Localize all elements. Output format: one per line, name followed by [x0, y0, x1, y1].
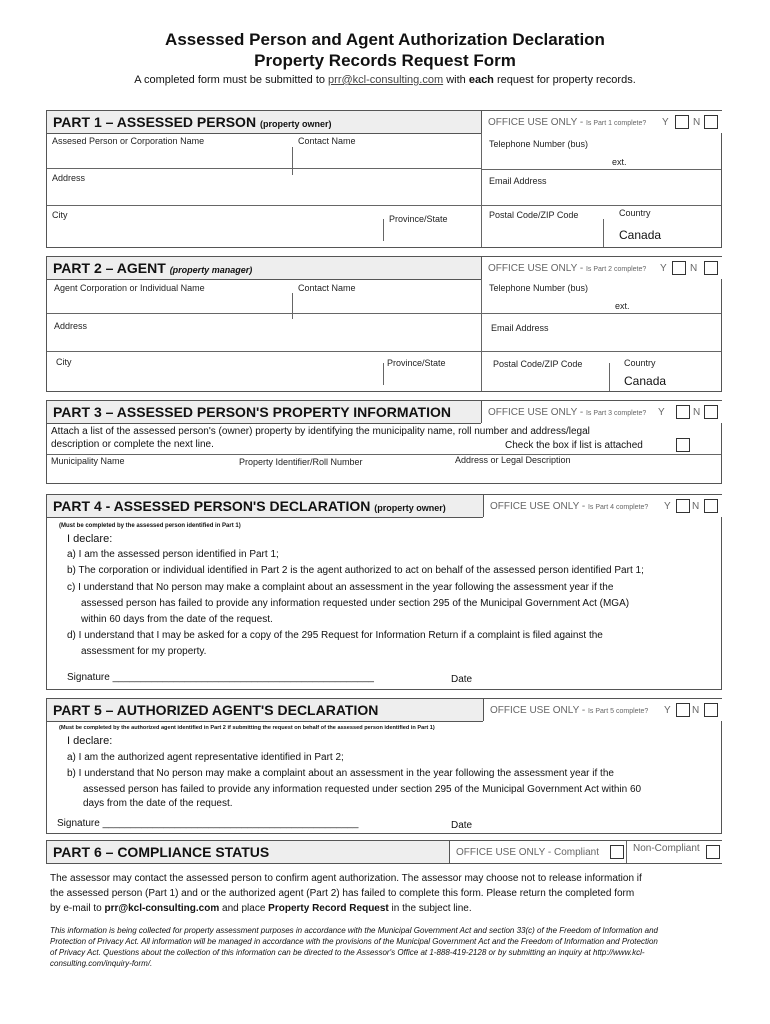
part6-title: PART 6 – COMPLIANCE STATUS	[53, 844, 270, 860]
p1-country-label: Country	[619, 208, 651, 218]
part6-section	[46, 840, 722, 864]
p1-province-label: Province/State	[389, 214, 448, 224]
p4-signature-line[interactable]: Signature _______________________________________________	[67, 672, 374, 683]
part5-office-use	[483, 699, 722, 721]
part1-yes-checkbox[interactable]	[675, 115, 689, 129]
office-note: Is Part 2 complete?	[585, 266, 647, 273]
yes-label: Y	[662, 117, 669, 128]
part5-header	[47, 699, 483, 722]
instr-prefix: A completed form must be submitted to	[134, 74, 329, 86]
instr-bold: each	[468, 74, 494, 86]
part3-section	[46, 400, 722, 484]
part2-section	[46, 256, 722, 392]
p1-name-label: Assesed Person or Corporation Name	[52, 136, 205, 146]
part4-title: PART 4 - ASSESSED PERSON'S DECLARATION (property owner)	[53, 498, 446, 514]
privacy-line1: This information is being collected for property assessment purposes in accordance with the Municipal Government Act and section 33(c) of the Freedom of Information and	[50, 926, 659, 935]
no-label: N	[693, 117, 701, 128]
p4-item-d2: assessment for my property.	[81, 646, 207, 657]
p2-country-value[interactable]: Canada	[624, 374, 667, 388]
p1-contact-label: Contact Name	[298, 136, 356, 146]
p4-item-c3: within 60 days from the date of the request.	[81, 614, 273, 625]
non-compliant-checkbox[interactable]	[706, 845, 720, 859]
no-label: N	[693, 407, 701, 418]
office-label: OFFICE USE ONLY -	[488, 407, 584, 418]
p4-item-b: b) The corporation or individual identified in Part 2 is the agent authorized to act on behalf of the assessed person identified Part 1;	[67, 565, 644, 576]
instr-suffix: request for property records.	[493, 74, 636, 86]
office-label: OFFICE USE ONLY -	[490, 705, 586, 716]
p3-roll-label: Property Identifier/Roll Number	[239, 457, 363, 467]
p2-country-label: Country	[624, 358, 656, 368]
instr-mid: with	[443, 74, 469, 86]
office-note: Is Part 1 complete?	[585, 120, 647, 127]
no-label: N	[692, 501, 700, 512]
p5-declare: I declare:	[67, 735, 113, 747]
p2-name-label: Agent Corporation or Individual Name	[54, 283, 205, 293]
p1-address-label: Address	[52, 173, 86, 183]
part2-office-use	[481, 257, 722, 279]
p2-province-label: Province/State	[387, 358, 446, 368]
part4-section	[46, 494, 722, 690]
p2-ext-label: ext.	[615, 301, 630, 311]
submit-email-link[interactable]: prr@kcl-consulting.com	[328, 74, 444, 86]
p1-phone-label: Telephone Number (bus)	[489, 139, 589, 149]
p5-signature-line[interactable]: Signature ______________________________________________	[57, 818, 359, 829]
p4-item-d1: d) I understand that I may be asked for a copy of the 295 Request for Information Return if a complaint is filed against the	[67, 630, 603, 641]
p4-item-c2: assessed person has failed to provide any information requested under section 295 of the Municipal Government Act (MGA)	[81, 598, 630, 609]
p2-postal-label: Postal Code/ZIP Code	[493, 359, 583, 369]
no-label: N	[690, 263, 698, 274]
form-title-line1: Assessed Person and Agent Authorization Declaration	[165, 30, 605, 49]
part6-header	[47, 841, 449, 864]
submit-instructions	[0, 74, 770, 86]
footer-subject: Property Record Request	[268, 903, 389, 914]
part5-section	[46, 698, 722, 834]
p3-check-label: Check the box if list is attached	[505, 440, 643, 451]
part4-header	[47, 495, 483, 518]
part3-yes-checkbox[interactable]	[676, 405, 690, 419]
p1-ext-label: ext.	[612, 157, 627, 167]
footer-email[interactable]: prr@kcl-consulting.com	[104, 903, 220, 914]
p4-declare: I declare:	[67, 533, 113, 545]
yes-label: Y	[664, 501, 671, 512]
office-label: OFFICE USE ONLY -	[488, 263, 584, 274]
part5-no-checkbox[interactable]	[704, 703, 718, 717]
p1-email-label: Email Address	[489, 176, 547, 186]
part1-title: PART 1 – ASSESSED PERSON (property owner)	[53, 114, 332, 130]
office-label: OFFICE USE ONLY -	[488, 117, 584, 128]
part3-no-checkbox[interactable]	[704, 405, 718, 419]
part5-yes-checkbox[interactable]	[676, 703, 690, 717]
footer-paragraph	[50, 871, 720, 916]
part4-yes-checkbox[interactable]	[676, 499, 690, 513]
p5-date-label: Date	[451, 820, 473, 831]
privacy-line3: of Privacy Act. Questions about the collection of this information can be directed to the Assessor's Office at 1-888-419-2128 or by submitting an inquiry at http://www.kcl-	[50, 948, 645, 957]
p5-note: (Must be completed by the authorized agent identified in Part 2 if submitting the request on behalf of the assessed person identified in Part 1)	[59, 725, 435, 731]
part2-no-checkbox[interactable]	[704, 261, 718, 275]
p1-city-label: City	[52, 210, 68, 220]
p4-item-a: a) I am the assessed person identified in Part 1;	[67, 549, 279, 560]
p3-instructions-line2: description or complete the next line.	[51, 439, 214, 450]
yes-label: Y	[664, 705, 671, 716]
p2-email-label: Email Address	[491, 323, 549, 333]
part3-header	[47, 401, 481, 424]
part2-yes-checkbox[interactable]	[672, 261, 686, 275]
office-note: Is Part 3 complete?	[585, 410, 647, 417]
part4-office-use	[483, 495, 722, 517]
privacy-line2: Protection of Privacy Act. All information will be managed in accordance with the provisions of the Municipal Government Act and the Freedom of Information and Protection	[50, 937, 658, 946]
footer-line2: the assessed person (Part 1) and or the authorized agent (Part 2) has failed to complete this form. Please return the completed form	[50, 888, 635, 899]
privacy-line4: consulting.com/inquiry-form/.	[50, 959, 153, 968]
p2-phone-label: Telephone Number (bus)	[489, 283, 589, 293]
part4-no-checkbox[interactable]	[704, 499, 718, 513]
office-label: OFFICE USE ONLY -	[456, 847, 552, 858]
p2-address-label: Address	[54, 321, 88, 331]
footer-line1: The assessor may contact the assessed person to confirm agent authorization. The assessor may choose not to release information if	[50, 873, 642, 884]
p2-city-label: City	[56, 357, 72, 367]
p2-contact-label: Contact Name	[298, 283, 356, 293]
compliant-label: Compliant	[553, 847, 600, 858]
part3-office-use	[481, 401, 722, 423]
yes-label: Y	[660, 263, 667, 274]
privacy-notice	[50, 925, 720, 969]
p3-legal-label: Address or Legal Description	[455, 455, 571, 465]
footer-line3: by e-mail to prr@kcl-consulting.com and place Property Record Request in the subject line.	[50, 903, 472, 914]
p1-country-value[interactable]: Canada	[619, 228, 662, 242]
p4-date-label: Date	[451, 674, 473, 685]
p3-municipality-label: Municipality Name	[51, 456, 125, 466]
part2-title: PART 2 – AGENT (property manager)	[53, 260, 253, 276]
part2-header	[47, 257, 481, 280]
office-note: Is Part 5 complete?	[587, 708, 649, 715]
part6-office-use	[449, 841, 722, 863]
p5-item-b1: b) I understand that No person may make a complaint about an assessment in the year following the assessment year if the	[67, 768, 614, 779]
part1-header	[47, 111, 481, 134]
part1-no-checkbox[interactable]	[704, 115, 718, 129]
part1-office-use	[481, 111, 722, 133]
p4-note: (Must be completed by the assessed person identified in Part 1)	[59, 523, 241, 529]
part1-section	[46, 110, 722, 248]
non-compliant-label: Non-Compliant	[633, 843, 700, 854]
office-label: OFFICE USE ONLY -	[490, 501, 586, 512]
no-label: N	[692, 705, 700, 716]
part3-title: PART 3 – ASSESSED PERSON'S PROPERTY INFORMATION	[53, 404, 451, 420]
p5-item-b3: days from the date of the request.	[83, 798, 233, 809]
part5-title: PART 5 – AUTHORIZED AGENT'S DECLARATION	[53, 702, 379, 718]
form-title-line2: Property Records Request Form	[254, 51, 516, 70]
yes-label: Y	[658, 407, 665, 418]
compliant-checkbox[interactable]	[610, 845, 624, 859]
p1-postal-label: Postal Code/ZIP Code	[489, 210, 579, 220]
p5-item-a: a) I am the authorized agent representative identified in Part 2;	[67, 752, 344, 763]
p3-list-attached-checkbox[interactable]	[676, 438, 690, 452]
p3-instructions-line1: Attach a list of the assessed person's (owner) property by identifying the municipality name, roll number and address/legal	[51, 426, 590, 437]
p4-item-c1: c) I understand that No person may make a complaint about an assessment in the year following the assessment year if the	[67, 582, 614, 593]
p5-item-b2: assessed person has failed to provide any information requested under section 295 of the Municipal Government Act within 60	[83, 784, 642, 795]
office-note: Is Part 4 complete?	[587, 504, 649, 511]
